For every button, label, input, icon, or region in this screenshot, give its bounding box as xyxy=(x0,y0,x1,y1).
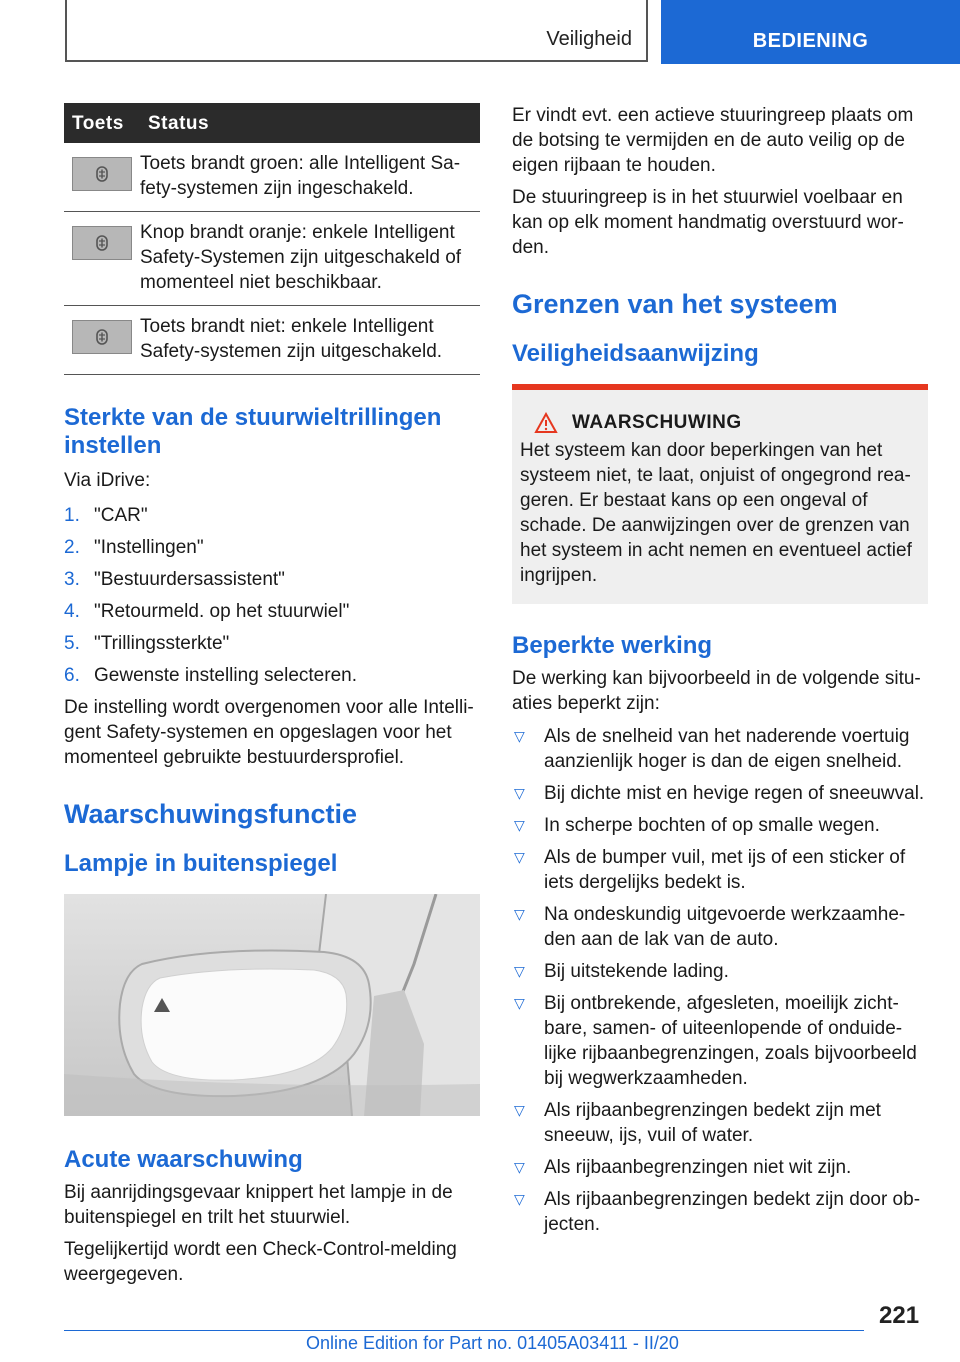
safety-button-icon xyxy=(72,157,132,191)
system-limits-heading: Grenzen van het systeem xyxy=(512,289,838,319)
acute-text-1: Bij aanrijdingsgevaar knippert het lampje in de buitenspiegel en trilt het stuurwiel. xyxy=(64,1182,453,1228)
left-column xyxy=(64,103,480,1287)
list-item: 4. "Retourmeld. op het stuurwiel" xyxy=(64,601,350,622)
triangle-bullet-icon: ▽ xyxy=(514,995,525,1011)
header-frame xyxy=(65,0,648,62)
idrive-intro: Via iDrive: xyxy=(64,470,151,491)
list-item: ▽ Als rijbaanbegrenzingen niet wit zijn. xyxy=(514,1157,852,1178)
table-header-button: Toets xyxy=(64,103,140,143)
footer-divider xyxy=(64,1330,864,1331)
acute-warning-heading: Acute waarschuwing xyxy=(64,1146,303,1173)
list-item: 5. "Trillingssterkte" xyxy=(64,633,230,654)
list-item: 1. "CAR" xyxy=(64,505,148,526)
edition-text: Online Edition for Part no. 01405A03411 - II/20 xyxy=(306,1333,679,1353)
triangle-bullet-icon: ▽ xyxy=(514,849,525,865)
page-number: 221 xyxy=(879,1302,920,1329)
mirror-lamp-heading: Lampje in buitenspiegel xyxy=(64,850,338,877)
section-title: Veiligheid xyxy=(546,28,632,50)
triangle-bullet-icon: ▽ xyxy=(514,728,525,744)
warning-text: Het systeem kan door beperkingen van het systeem niet, te laat, onjuist of ongegrond rea-geren. Er bestaat kans op een ongeval of schade. De aanwijzingen over de grenzen van het systeem in acht nemen en eventueel actief ingrijpen. xyxy=(520,440,912,586)
steering-feel-text: De stuuringreep is in het stuurwiel voelbaar en kan op elk moment handmatig overstuurd wor-den. xyxy=(512,187,904,258)
list-item: ▽ Als de snelheid van het naderende voertuig aanzienlijk hoger is dan de eigen snelheid. xyxy=(514,726,910,772)
vibration-heading: Sterkte van de stuurwieltrillingen instellen xyxy=(64,404,442,459)
warning-triangle-icon xyxy=(534,412,558,434)
steering-intervention-text: Er vindt evt. een actieve stuuringreep plaats om de botsing te vermijden en de auto veilig op de eigen rijbaan te houden. xyxy=(512,105,914,176)
warning-box xyxy=(512,384,928,604)
status-text: Toets brandt niet: enkele Intelligent Safety-systemen zijn uitgeschakeld. xyxy=(140,306,480,375)
list-item: ▽ Na ondeskundig uitgevoerde werkzaamhe-den aan de lak van de auto. xyxy=(514,904,906,950)
triangle-bullet-icon: ▽ xyxy=(514,1102,525,1118)
warning-label: WAARSCHUWING xyxy=(572,412,742,433)
warning-function-heading: Waarschuwingsfunctie xyxy=(64,799,358,829)
list-item: 2. "Instellingen" xyxy=(64,537,204,558)
table-header-status: Status xyxy=(140,103,480,143)
chapter-tab[interactable]: BEDIENING xyxy=(661,0,960,64)
limited-intro: De werking kan bijvoorbeeld in de volgende situ-aties beperkt zijn: xyxy=(512,668,921,714)
mirror-warning-lamp-illustration xyxy=(64,894,480,1116)
list-item: ▽ Bij uitstekende lading. xyxy=(514,961,729,982)
status-table xyxy=(64,103,480,375)
limited-function-heading: Beperkte werking xyxy=(512,632,713,659)
acute-text-2: Tegelijkertijd wordt een Check-Control-melding weergegeven. xyxy=(64,1239,457,1285)
limitations-list xyxy=(512,724,928,1237)
list-item: 3. "Bestuurdersassistent" xyxy=(64,569,285,590)
status-text: Toets brandt groen: alle Intelligent Sa-fety-systemen zijn ingeschakeld. xyxy=(140,143,480,212)
safety-button-icon xyxy=(72,226,132,260)
triangle-bullet-icon: ▽ xyxy=(514,963,525,979)
safety-button-icon xyxy=(72,320,132,354)
list-item: ▽ Als rijbaanbegrenzingen bedekt zijn door ob-jecten. xyxy=(514,1189,921,1235)
list-item: ▽ Bij dichte mist en hevige regen of sneeuwval. xyxy=(514,783,925,804)
triangle-bullet-icon: ▽ xyxy=(514,1191,525,1207)
table-row xyxy=(64,212,480,306)
steps-list xyxy=(64,503,480,688)
list-item: 6. Gewenste instelling selecteren. xyxy=(64,665,357,686)
safety-note-heading: Veiligheidsaanwijzing xyxy=(512,340,759,367)
list-item: ▽ Bij ontbrekende, afgesleten, moeilijk zicht-bare, samen- of uiteenlopende of onduide-lijke rijbaanbegrenzingen, zoals bijvoorbeeld bij wegwerkzaamheden. xyxy=(514,993,917,1089)
table-row xyxy=(64,306,480,375)
triangle-bullet-icon: ▽ xyxy=(514,1159,525,1175)
triangle-bullet-icon: ▽ xyxy=(514,817,525,833)
triangle-bullet-icon: ▽ xyxy=(514,906,525,922)
list-item: ▽ Als de bumper vuil, met ijs of een sticker of iets dergelijks bedekt is. xyxy=(514,847,906,893)
table-row xyxy=(64,143,480,212)
page-header xyxy=(0,0,960,66)
footer-edition xyxy=(306,1333,679,1354)
list-item: ▽ In scherpe bochten of op smalle wegen. xyxy=(514,815,880,836)
list-item: ▽ Als rijbaanbegrenzingen bedekt zijn met sneeuw, ijs, vuil of water. xyxy=(514,1100,881,1146)
right-column xyxy=(512,103,928,1244)
triangle-bullet-icon: ▽ xyxy=(514,785,525,801)
setting-outro: De instelling wordt overgenomen voor alle Intelli-gent Safety-systemen en opgeslagen voor het momenteel gebruikte bestuurdersprofiel. xyxy=(64,697,474,768)
status-text: Knop brandt oranje: enkele Intelligent Safety-Systemen zijn uitgeschakeld of momenteel niet beschikbaar. xyxy=(140,212,480,306)
